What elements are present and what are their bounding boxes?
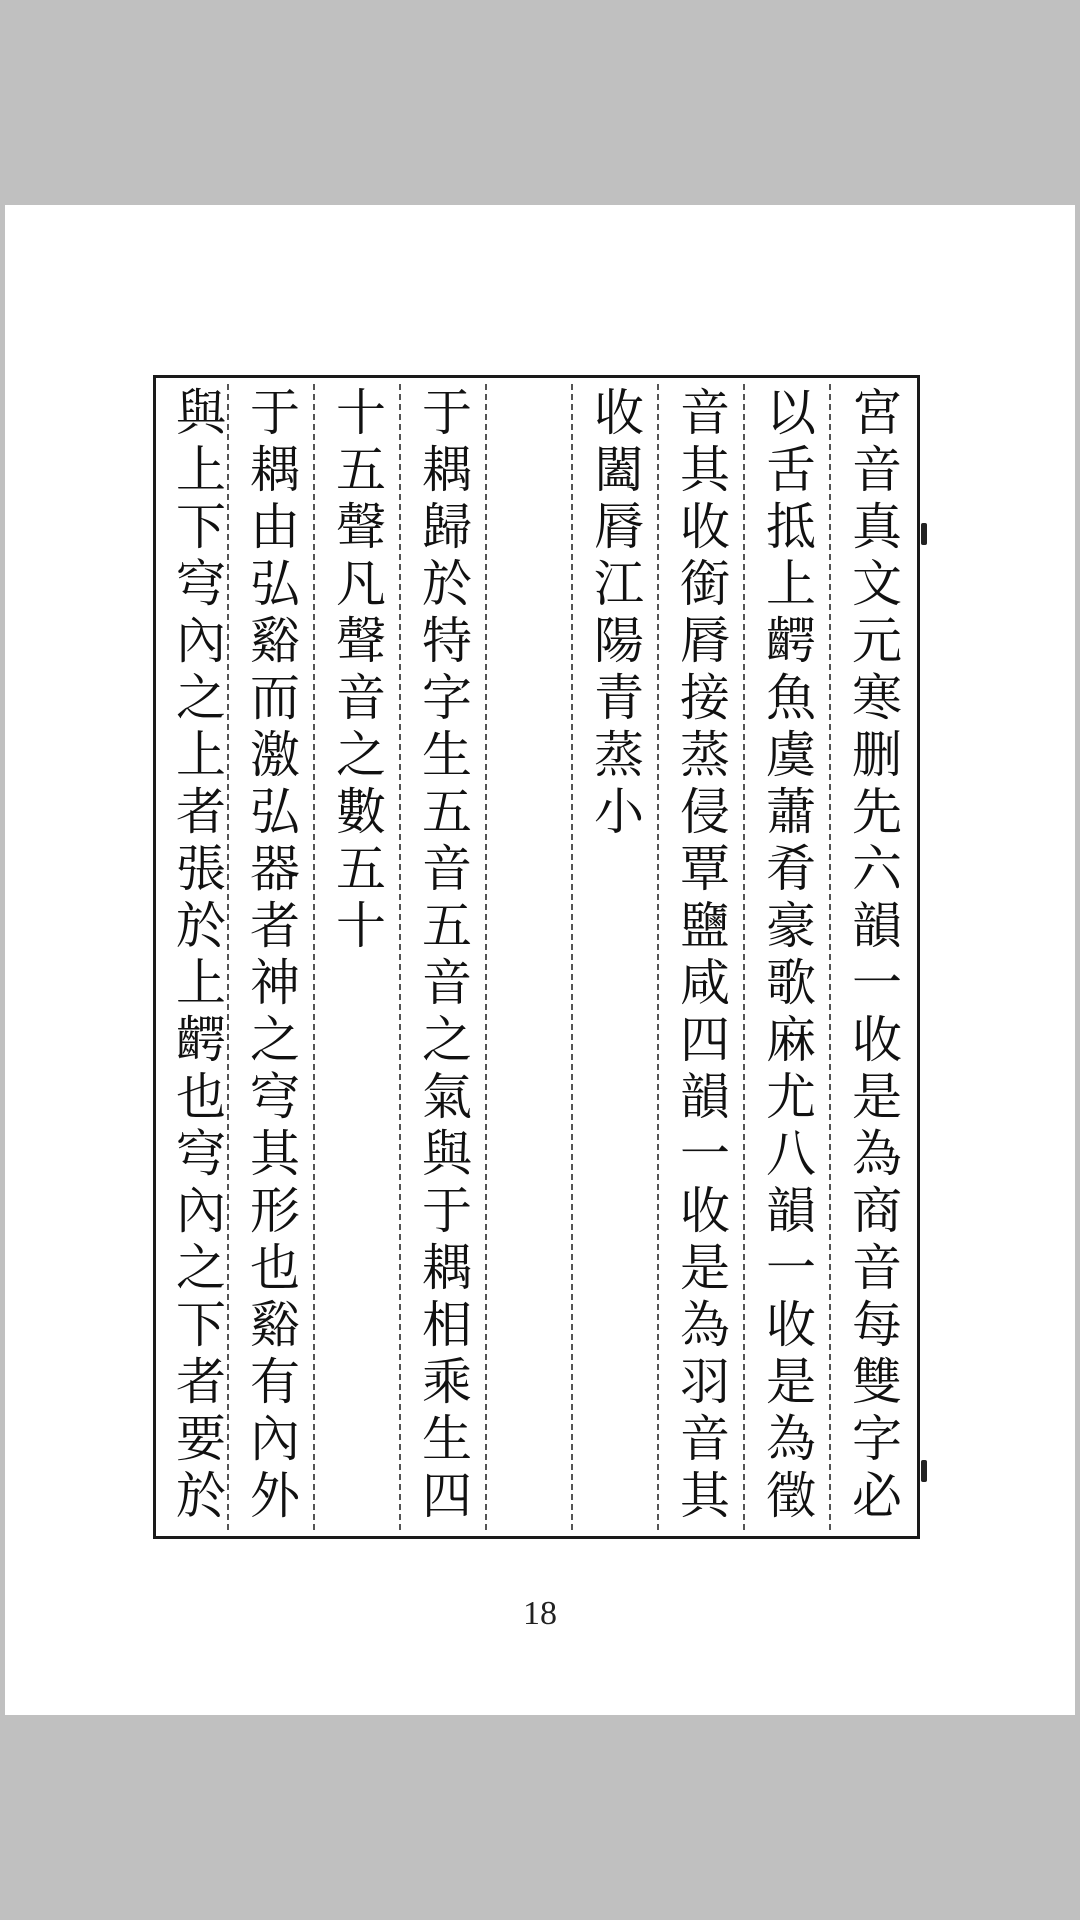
column-divider <box>829 384 831 1530</box>
margin-mark <box>921 1460 927 1482</box>
margin-mark <box>921 523 927 545</box>
column-text: 以舌抵上齶魚虞蕭肴豪歌麻尤八韻一收是為徵 <box>758 386 816 1526</box>
column-text: 宮音真文元寒删先六韻一收是為商音每雙字必 <box>844 386 902 1526</box>
column-divider <box>399 384 401 1530</box>
column-divider <box>657 384 659 1530</box>
column-divider <box>571 384 573 1530</box>
page-number: 18 <box>523 1595 557 1632</box>
text-column-6 <box>401 378 485 1536</box>
text-column-1 <box>831 378 915 1536</box>
text-column-4 <box>573 378 657 1536</box>
text-column-9 <box>155 378 239 1536</box>
column-text: 于耦歸於特字生五音五音之氣與于耦相乘生四 <box>414 386 472 1526</box>
text-column-8 <box>229 378 313 1536</box>
book-page <box>5 205 1075 1715</box>
column-text: 與上下穹內之上者張於上齶也穹內之下者要於 <box>168 386 226 1526</box>
text-column-5 <box>487 378 571 1536</box>
column-text: 十五聲凡聲音之數五十 <box>328 386 386 956</box>
column-text <box>487 386 571 1526</box>
column-divider <box>485 384 487 1530</box>
column-text: 收闔脣江陽青蒸小 <box>586 386 644 842</box>
text-column-3 <box>659 378 743 1536</box>
column-text: 音其收銜脣接蒸侵覃鹽咸四韻一收是為羽音其 <box>672 386 730 1526</box>
text-column-2 <box>745 378 829 1536</box>
column-divider <box>743 384 745 1530</box>
text-frame <box>153 375 920 1539</box>
text-column-7 <box>315 378 399 1536</box>
column-text: 于耦由弘谿而激弘器者神之穹其形也谿有內外 <box>242 386 300 1526</box>
column-divider <box>313 384 315 1530</box>
